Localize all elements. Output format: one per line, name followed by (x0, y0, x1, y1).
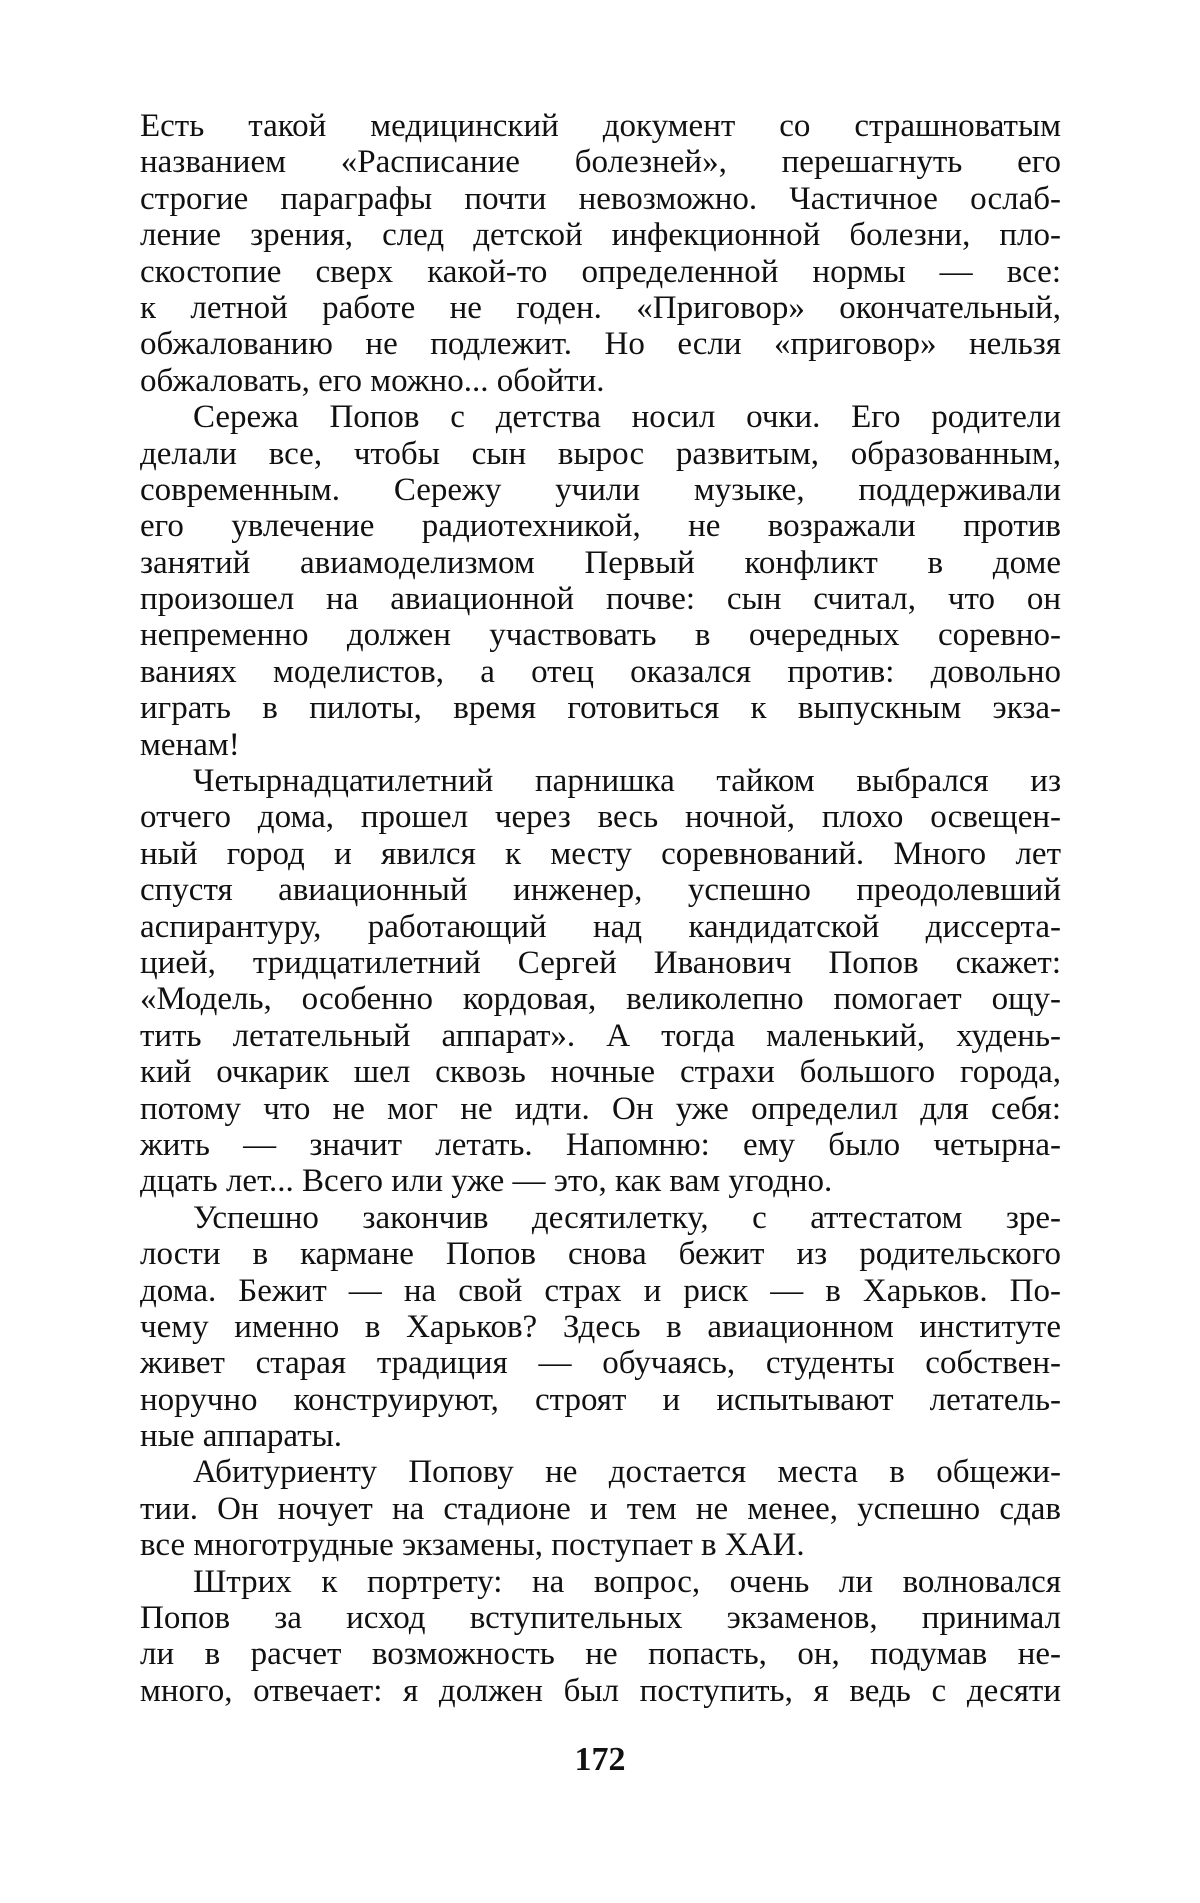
text-line: играть в пилоты, время готовиться к выпускным экза- (140, 690, 1061, 727)
text-line: спустя авиационный инженер, успешно преодолевший (140, 872, 1061, 909)
text-line: дома. Бежит — на свой страх и риск — в Харьков. По- (140, 1272, 1061, 1309)
text-line: строгие параграфы почти невозможно. Частичное ослаб- (140, 180, 1061, 217)
paragraph (140, 399, 1061, 763)
text-line: занятий авиамоделизмом Первый конфликт в доме (140, 544, 1061, 581)
text-line: аспирантуру, работающий над кандидатской диссерта- (140, 908, 1061, 945)
text-line: цией, тридцатилетний Сергей Иванович Попов скажет: (140, 944, 1061, 981)
text-line: ные аппараты. (140, 1418, 343, 1455)
text-line: ление зрения, след детской инфекционной болезни, пло- (140, 217, 1061, 254)
paragraph (140, 108, 1061, 399)
text-line: жить — значит летать. Напомню: ему было четырна- (140, 1126, 1061, 1163)
text-line: кий очкарик шел сквозь ночные страхи большого города, (140, 1054, 1061, 1091)
text-line: много, отвечает: я должен был поступить, я ведь с десяти (140, 1672, 1061, 1709)
text-line: его увлечение радиотехникой, не возражали против (140, 508, 1061, 545)
text-line: скостопие сверх какой-то определенной нормы — все: (140, 253, 1061, 290)
text-line: тии. Он ночует на стадионе и тем не менее, успешно сдав (140, 1490, 1061, 1527)
text-line: обжаловать, его можно... обойти. (140, 362, 605, 399)
text-line: Штрих к портрету: на вопрос, очень ли волновался (193, 1563, 1061, 1600)
body-text (140, 108, 1061, 1709)
text-line: ваниях моделистов, а отец оказался против: довольно (140, 653, 1061, 690)
text-line: непременно должен участвовать в очередных соревно- (140, 617, 1061, 654)
text-line: тить летательный аппарат». А тогда маленький, худень- (140, 1017, 1061, 1054)
paragraph (140, 1200, 1061, 1455)
text-line: Четырнадцатилетний парнишка тайком выбрался из (193, 763, 1061, 800)
text-line: Абитуриенту Попову не достается места в общежи- (193, 1454, 1061, 1491)
text-line: лости в кармане Попов снова бежит из родительского (140, 1236, 1061, 1273)
text-line: Сережа Попов с детства носил очки. Его родители (193, 399, 1061, 436)
text-line: все многотрудные экзамены, поступает в ХАИ. (140, 1527, 805, 1564)
text-line: менам! (140, 726, 240, 763)
text-line: ный город и явился к месту соревнований. Много лет (140, 835, 1061, 872)
paragraph (140, 1454, 1061, 1563)
text-line: произошел на авиационной почве: сын считал, что он (140, 581, 1061, 618)
text-line: отчего дома, прошел через весь ночной, плохо освещен- (140, 799, 1061, 836)
paragraph (140, 763, 1061, 1200)
paragraph (140, 1564, 1061, 1710)
text-line: Успешно закончив десятилетку, с аттестатом зре- (193, 1199, 1061, 1236)
page-number: 172 (574, 1741, 626, 1778)
text-line: дцать лет... Всего или уже — это, как вам угодно. (140, 1163, 833, 1200)
text-line: чему именно в Харьков? Здесь в авиационном институте (140, 1308, 1061, 1345)
text-line: обжалованию не подлежит. Но если «приговор» нельзя (140, 326, 1061, 363)
text-line: Есть такой медицинский документ со страшноватым (140, 108, 1061, 144)
text-line: норучно конструируют, строят и испытывают летатель- (140, 1381, 1061, 1418)
text-line: живет старая традиция — обучаясь, студенты собствен- (140, 1345, 1061, 1382)
text-line: «Модель, особенно кордовая, великолепно помогает ощу- (140, 981, 1061, 1018)
text-line: названием «Расписание болезней», перешагнуть его (140, 144, 1061, 181)
text-line: современным. Сережу учили музыке, поддерживали (140, 471, 1061, 508)
text-line: к летной работе не годен. «Приговор» окончательный, (140, 289, 1061, 326)
text-line: Попов за исход вступительных экзаменов, принимал (140, 1600, 1061, 1637)
text-line: делали все, чтобы сын вырос развитым, образованным, (140, 435, 1061, 472)
text-line: ли в расчет возможность не попасть, он, подумав не- (140, 1636, 1061, 1673)
text-line: потому что не мог не идти. Он уже определил для себя: (140, 1090, 1061, 1127)
